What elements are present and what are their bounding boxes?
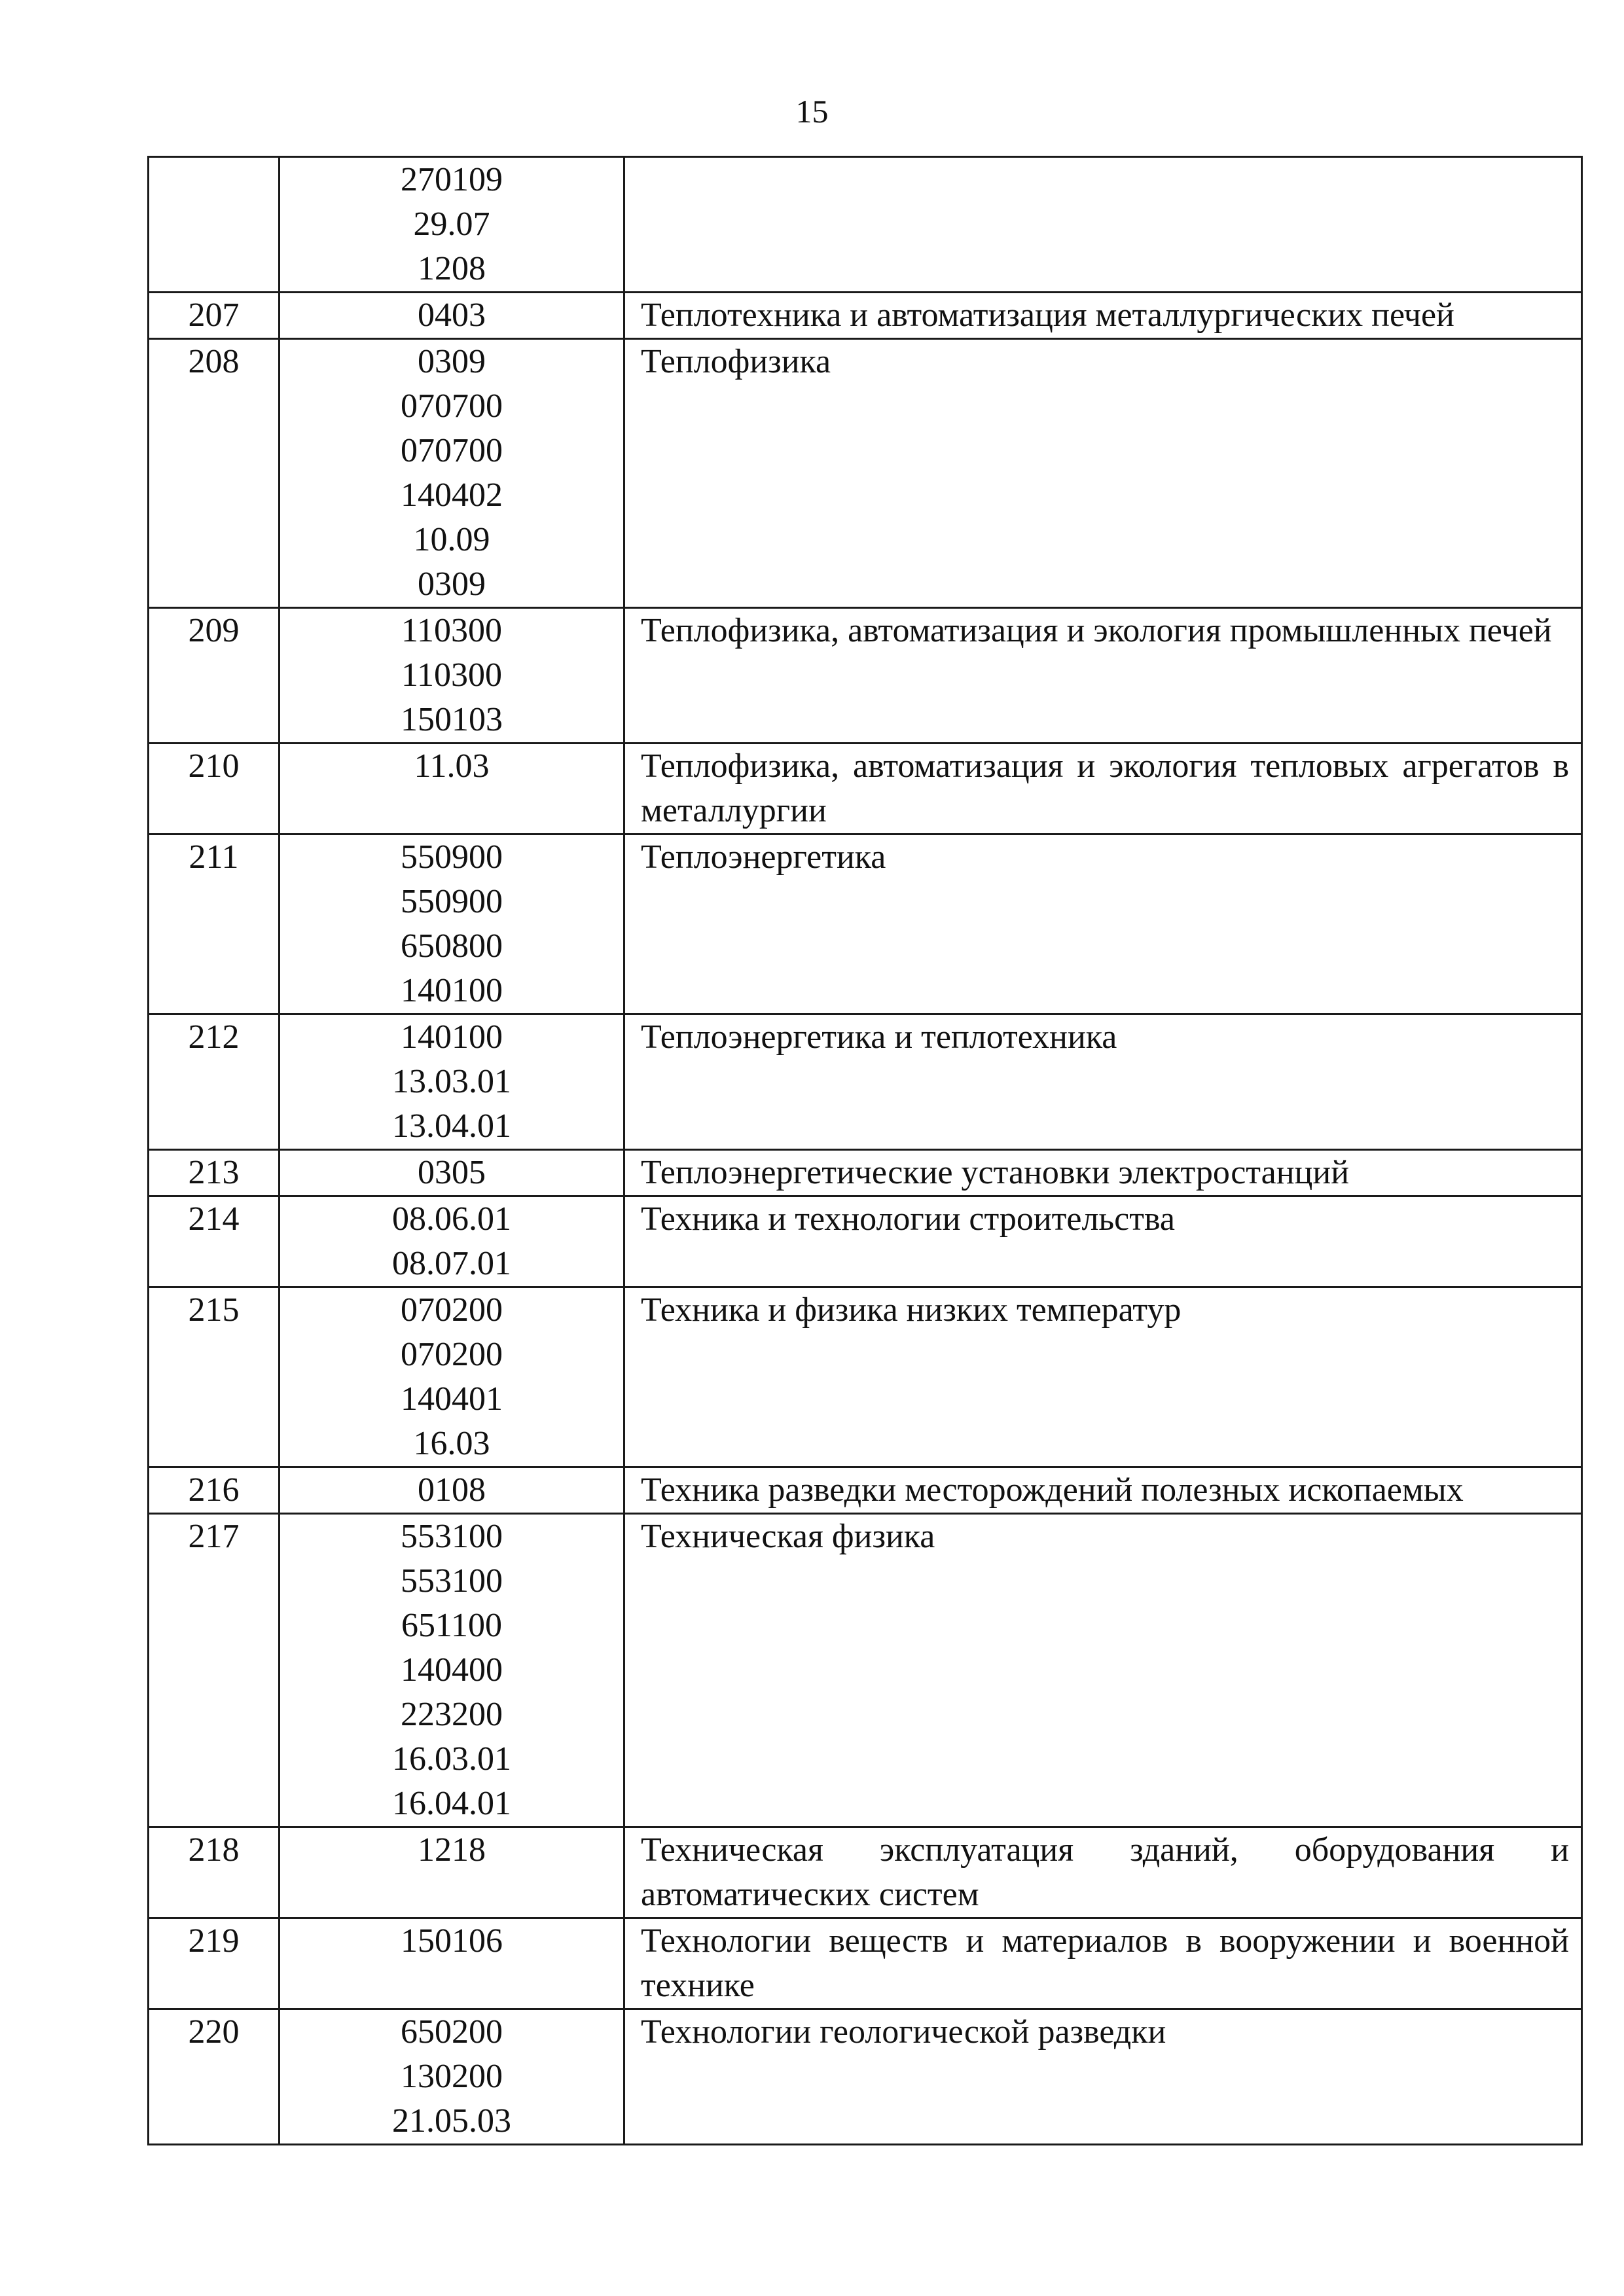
- table-row: [149, 2009, 1582, 2145]
- code-value: 0309: [418, 565, 486, 603]
- code-value: 21.05.03: [392, 2102, 511, 2140]
- specialty-name: Теплоэнергетика: [624, 834, 1582, 1014]
- row-codes: [280, 1827, 624, 1918]
- specialty-name: Техническая физика: [624, 1514, 1582, 1827]
- code-value: 550900: [401, 838, 503, 876]
- table-row: [149, 1196, 1582, 1287]
- code-value: 0305: [418, 1154, 486, 1191]
- specialty-name: Теплофизика: [624, 339, 1582, 608]
- row-codes: [280, 1467, 624, 1514]
- row-number: 207: [149, 293, 280, 339]
- code-value: 10.09: [413, 521, 490, 558]
- code-value: 070200: [401, 1336, 503, 1373]
- specialty-name: Теплоэнергетика и теплотехника: [624, 1014, 1582, 1150]
- specialty-name: Теплотехника и автоматизация металлургических печей: [624, 293, 1582, 339]
- page-number: 15: [795, 93, 829, 130]
- row-codes: [280, 293, 624, 339]
- table-row: [149, 1014, 1582, 1150]
- code-value: 650200: [401, 2013, 503, 2051]
- row-codes: [280, 1287, 624, 1467]
- table-row: [149, 293, 1582, 339]
- code-value: 16.03: [413, 1425, 490, 1462]
- code-value: 1208: [418, 250, 486, 287]
- row-number: 217: [149, 1514, 280, 1827]
- code-value: 08.06.01: [392, 1200, 511, 1238]
- specialty-name: Теплофизика, автоматизация и экология промышленных печей: [624, 608, 1582, 744]
- code-value: 553100: [401, 1518, 503, 1555]
- row-number: 216: [149, 1467, 280, 1514]
- specialty-name: Теплоэнергетические установки электростанций: [624, 1150, 1582, 1196]
- table-row: [149, 157, 1582, 293]
- code-value: 16.03.01: [392, 1740, 511, 1778]
- specialty-name: Техническая эксплуатация зданий, оборудования и автоматических систем: [624, 1827, 1582, 1918]
- table-row: [149, 1287, 1582, 1467]
- code-value: 16.04.01: [392, 1785, 511, 1822]
- code-value: 140100: [401, 972, 503, 1009]
- specialty-name: Техника и технологии строительства: [624, 1196, 1582, 1287]
- row-number: 210: [149, 744, 280, 834]
- row-codes: [280, 1514, 624, 1827]
- row-number: 215: [149, 1287, 280, 1467]
- code-value: 070700: [401, 387, 503, 425]
- row-number: 214: [149, 1196, 280, 1287]
- specialty-name: [624, 157, 1582, 293]
- code-value: 1218: [418, 1831, 486, 1869]
- table-row: [149, 608, 1582, 744]
- code-value: 08.07.01: [392, 1245, 511, 1282]
- table-row: [149, 1150, 1582, 1196]
- code-value: 140401: [401, 1380, 503, 1418]
- row-codes: [280, 608, 624, 744]
- code-value: 29.07: [413, 206, 490, 243]
- code-value: 140400: [401, 1651, 503, 1689]
- code-value: 130200: [401, 2058, 503, 2095]
- row-number: 213: [149, 1150, 280, 1196]
- code-value: 0403: [418, 296, 486, 334]
- row-codes: [280, 1014, 624, 1150]
- row-number: [149, 157, 280, 293]
- code-value: 0108: [418, 1471, 486, 1509]
- code-value: 13.04.01: [392, 1107, 511, 1145]
- row-codes: [280, 2009, 624, 2145]
- row-number: 218: [149, 1827, 280, 1918]
- table-row: [149, 1918, 1582, 2009]
- code-value: 140402: [401, 476, 503, 514]
- code-value: 651100: [401, 1607, 503, 1644]
- specialty-name: Теплофизика, автоматизация и экология тепловых агрегатов в металлургии: [624, 744, 1582, 834]
- specialty-name: Техника разведки месторождений полезных ископаемых: [624, 1467, 1582, 1514]
- code-value: 0309: [418, 343, 486, 380]
- specialty-name: Технологии геологической разведки: [624, 2009, 1582, 2145]
- specialties-table: [147, 156, 1583, 2145]
- code-value: 150106: [401, 1922, 503, 1960]
- row-number: 209: [149, 608, 280, 744]
- code-value: 650800: [401, 927, 503, 965]
- code-value: 140100: [401, 1018, 503, 1056]
- table-row: [149, 339, 1582, 608]
- row-number: 212: [149, 1014, 280, 1150]
- row-number: 211: [149, 834, 280, 1014]
- code-value: 553100: [401, 1562, 503, 1600]
- row-codes: [280, 744, 624, 834]
- row-codes: [280, 1196, 624, 1287]
- code-value: 270109: [401, 161, 503, 198]
- row-codes: [280, 339, 624, 608]
- row-number: 220: [149, 2009, 280, 2145]
- code-value: 223200: [401, 1696, 503, 1733]
- row-codes: [280, 1150, 624, 1196]
- code-value: 110300: [401, 612, 503, 649]
- specialty-name: Техника и физика низких температур: [624, 1287, 1582, 1467]
- table-row: [149, 744, 1582, 834]
- row-number: 219: [149, 1918, 280, 2009]
- specialty-name: Технологии веществ и материалов в вооружении и военной технике: [624, 1918, 1582, 2009]
- table-row: [149, 834, 1582, 1014]
- code-value: 150103: [401, 701, 503, 738]
- row-codes: [280, 157, 624, 293]
- row-codes: [280, 1918, 624, 2009]
- row-codes: [280, 834, 624, 1014]
- code-value: 070700: [401, 432, 503, 469]
- code-value: 13.03.01: [392, 1063, 511, 1100]
- table-row: [149, 1514, 1582, 1827]
- table-row: [149, 1467, 1582, 1514]
- code-value: 550900: [401, 883, 503, 920]
- code-value: 11.03: [414, 747, 490, 785]
- table-body: [149, 157, 1582, 2145]
- row-number: 208: [149, 339, 280, 608]
- code-value: 070200: [401, 1291, 503, 1329]
- code-value: 110300: [401, 656, 503, 694]
- table-row: [149, 1827, 1582, 1918]
